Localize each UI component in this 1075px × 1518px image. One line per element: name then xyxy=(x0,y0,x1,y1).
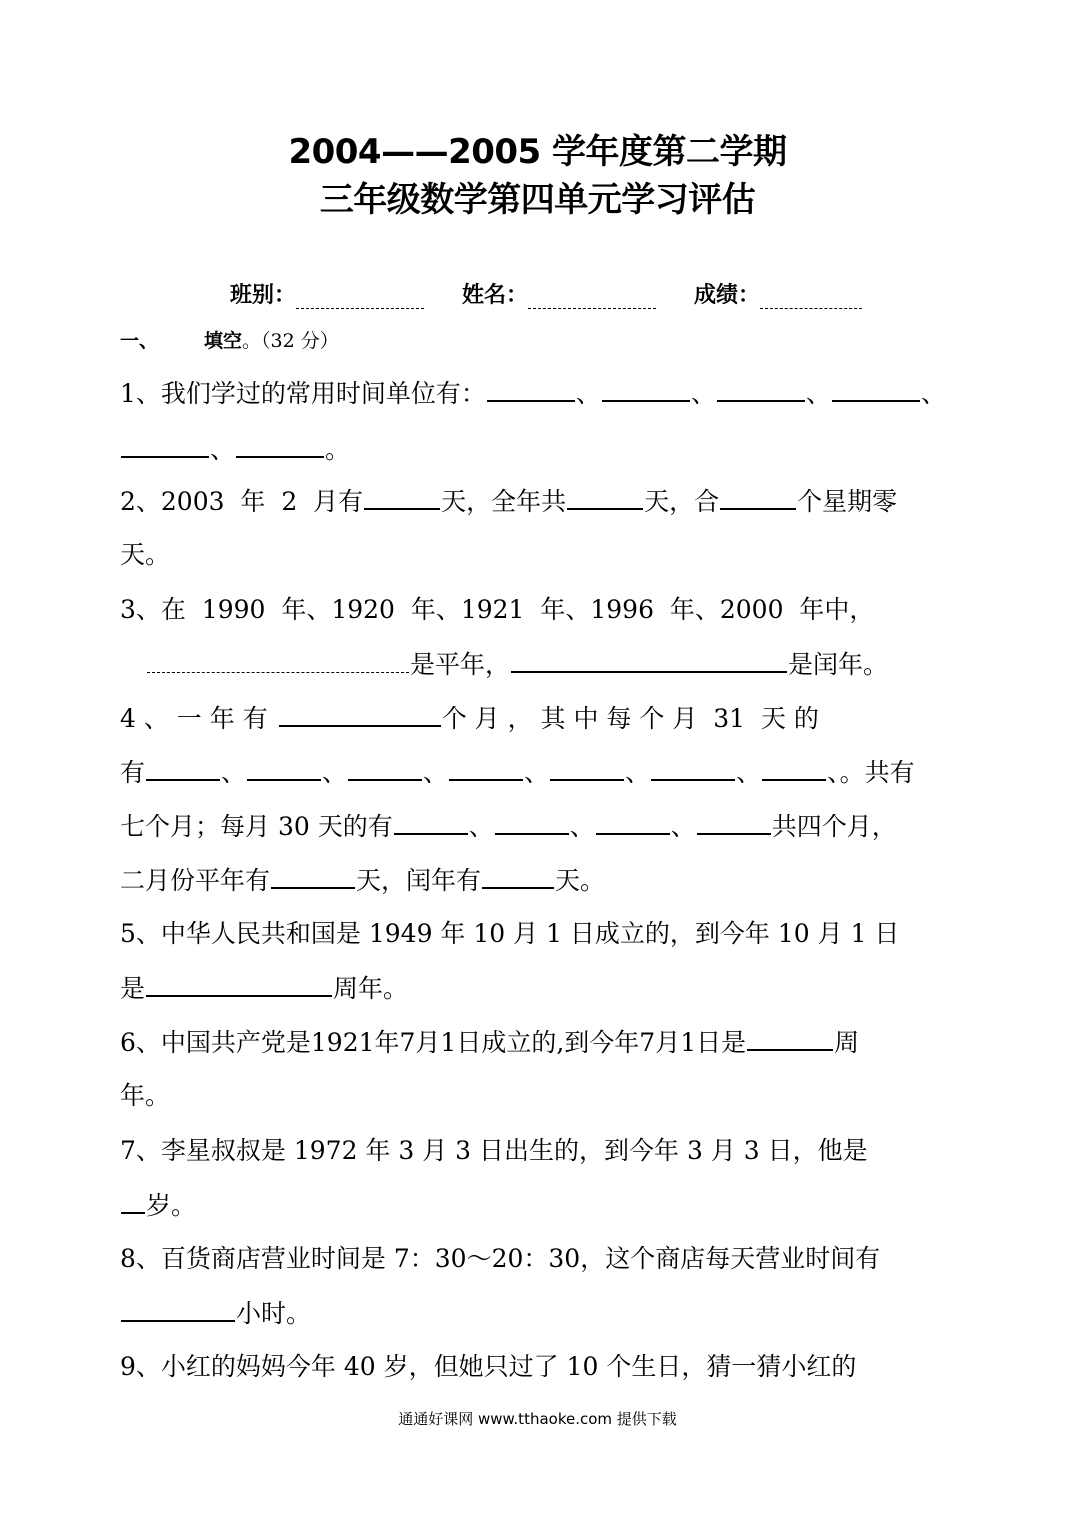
answer-blank[interactable] xyxy=(146,755,220,781)
answer-blank[interactable] xyxy=(717,376,805,402)
answer-blank[interactable] xyxy=(121,1296,235,1322)
answer-blank[interactable] xyxy=(348,755,422,781)
question-1-line-1: 1、我们学过的常用时间单位有： 、 、 、 、 xyxy=(120,376,960,410)
name-blank[interactable] xyxy=(528,284,656,309)
section-score: 。（32 分） xyxy=(242,330,339,352)
answer-blank[interactable] xyxy=(495,809,569,835)
question-6-line-2: 年。 xyxy=(120,1081,171,1110)
question-3-line-1: 3、在 1990 年、1920 年、1921 年、1996 年、2000 年中， xyxy=(120,595,875,624)
answer-blank[interactable] xyxy=(697,809,771,835)
title-line-1: 2004——2005 学年度第二学期 xyxy=(288,132,787,172)
section-number: 一、 xyxy=(120,330,159,352)
answer-blank[interactable] xyxy=(487,376,575,402)
answer-blank[interactable] xyxy=(449,755,523,781)
name-label: 姓名： xyxy=(462,283,529,308)
question-3-line-2: 是平年， 是闰年。 xyxy=(120,647,960,681)
answer-blank[interactable] xyxy=(567,484,643,510)
class-label: 班别： xyxy=(230,283,297,308)
question-4-line-3: 七个月；每月 30 天的有 、 、 、 共四个月， xyxy=(120,809,960,843)
title-line-2: 三年级数学第四单元学习评估 xyxy=(319,180,756,220)
answer-blank[interactable] xyxy=(271,863,355,889)
answer-blank[interactable] xyxy=(720,484,796,510)
question-5-line-2: 是 周年。 xyxy=(120,971,960,1005)
question-4-line-2: 有 、 、 、 、 、 、 、。共有 xyxy=(120,755,960,789)
question-2-line-2: 天。 xyxy=(120,540,171,569)
question-4-line-4: 二月份平年有 天，闰年有 天。 xyxy=(120,863,960,897)
answer-blank[interactable] xyxy=(747,1025,833,1051)
answer-blank[interactable] xyxy=(550,755,624,781)
section-heading xyxy=(120,326,339,353)
question-2-line-1: 2、2003 年 2 月有 天，全年共 天，合 个星期零 xyxy=(120,484,960,518)
answer-blank[interactable] xyxy=(602,376,690,402)
answer-blank[interactable] xyxy=(511,647,787,673)
question-9-line-1: 9、小红的妈妈今年 40 岁，但她只过了 10 个生日，猜一猜小红的 xyxy=(120,1352,857,1381)
answer-blank[interactable] xyxy=(482,863,554,889)
answer-blank[interactable] xyxy=(121,432,209,458)
question-5-line-1: 5、中华人民共和国是 1949 年 10 月 1 日成立的，到今年 10 月 1 日 xyxy=(120,919,900,948)
section-name: 填空 xyxy=(204,330,243,352)
question-7-line-1: 7、李星叔叔是 1972 年 3 月 3 日出生的，到今年 3 月 3 日，他是 xyxy=(120,1136,868,1165)
question-8-line-2: 小时。 xyxy=(120,1296,960,1330)
answer-blank[interactable] xyxy=(247,755,321,781)
question-6-line-1: 6、中国共产党是1921年7月1日成立的,到今年7月1日是 周 xyxy=(120,1025,960,1059)
question-8-line-1: 8、百货商店营业时间是 7：30～20：30，这个商店每天营业时间有 xyxy=(120,1244,881,1273)
question-4-line-1: 4 、 一 年 有 个 月 ， 其 中 每 个 月 31 天 的 xyxy=(120,701,960,735)
answer-blank[interactable] xyxy=(651,755,735,781)
q1-text: 1、我们学过的常用时间单位有： xyxy=(120,379,486,408)
answer-blank[interactable] xyxy=(394,809,468,835)
question-7-line-2: 岁。 xyxy=(120,1188,960,1222)
answer-blank[interactable] xyxy=(121,1188,145,1214)
answer-blank[interactable] xyxy=(236,432,324,458)
answer-blank[interactable] xyxy=(147,648,409,673)
answer-blank[interactable] xyxy=(364,484,440,510)
score-label: 成绩： xyxy=(694,283,761,308)
score-blank[interactable] xyxy=(760,284,862,309)
question-1-line-2: 、 。 xyxy=(120,432,960,466)
answer-blank[interactable] xyxy=(596,809,670,835)
footer-credit: 通通好课网 www.tthaoke.com 提供下载 xyxy=(398,1410,677,1428)
student-info-row xyxy=(230,278,862,309)
answer-blank[interactable] xyxy=(832,376,920,402)
answer-blank[interactable] xyxy=(762,755,826,781)
answer-blank[interactable] xyxy=(146,971,332,997)
class-blank[interactable] xyxy=(296,284,424,309)
answer-blank[interactable] xyxy=(279,701,441,727)
